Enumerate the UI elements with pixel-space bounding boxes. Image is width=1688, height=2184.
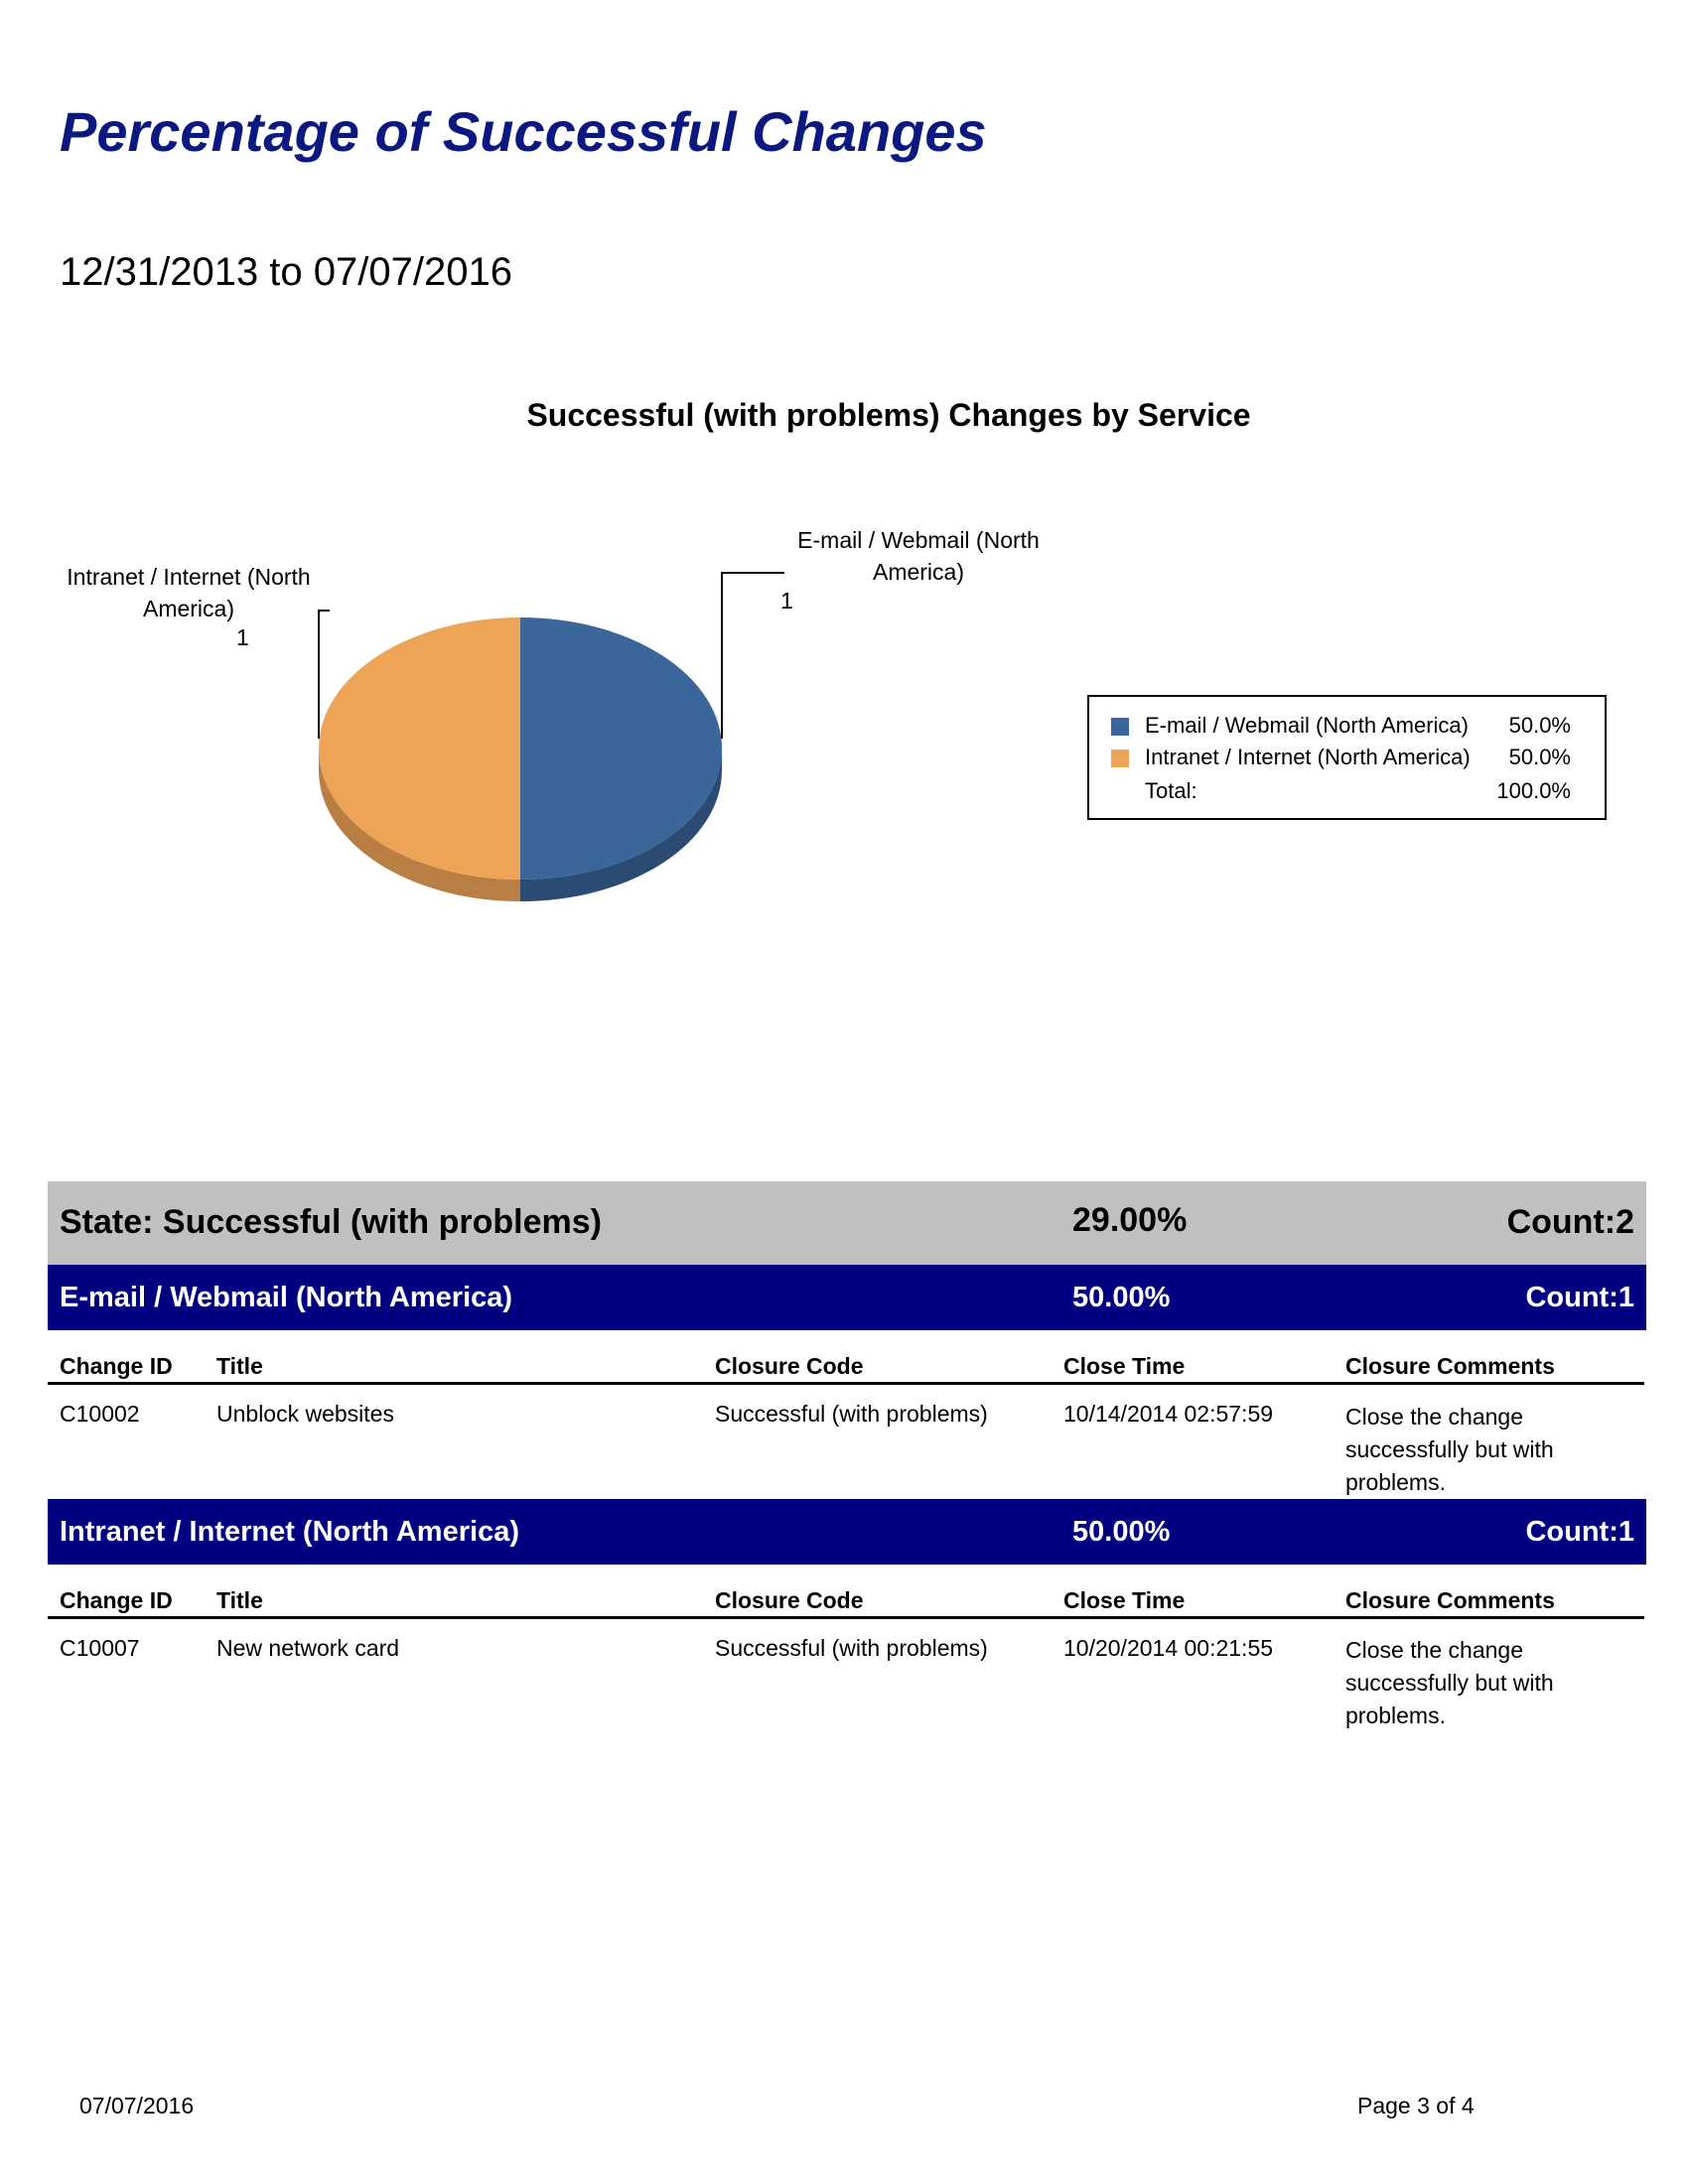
report-title: Percentage of Successful Changes [60,100,987,163]
footer-page-number: Page 3 of 4 [1357,2093,1475,2118]
group-band-email [48,1265,1646,1330]
callout-email-value: 1 [780,588,793,614]
group-name: Intranet / Internet (North America) [60,1516,519,1548]
chart-legend [1087,695,1607,820]
group-percent: 50.00% [1072,1516,1171,1548]
callout-email-line2: America) [872,559,964,585]
date-range: 12/31/2013 to 07/07/2016 [60,250,512,294]
cell-change-id: C10007 [60,1635,140,1661]
callout-email-line1: E-mail / Webmail (North [797,527,1040,553]
legend-item-intranet [1111,743,1571,772]
callout-intranet-line2: America) [142,596,234,621]
legend-swatch-intranet [1111,750,1129,767]
group-percent: 50.00% [1072,1282,1171,1313]
col-header-close-time: Close Time [1063,1587,1186,1613]
legend-swatch-email [1111,718,1129,736]
state-label: State: Successful (with problems) [60,1203,602,1241]
state-count: Count:2 [1506,1203,1634,1241]
header-rule [48,1382,1644,1385]
callout-intranet-line1: Intranet / Internet (North [67,564,311,590]
legend-total-value: 100.0% [1496,778,1571,803]
cell-closure-comments: Close the change successfully but with problems. [1345,1637,1554,1728]
pie-slice-intranet [319,617,520,880]
callout-intranet-label [40,561,338,624]
callout-email-label [765,524,1072,588]
group-count: Count:1 [1525,1282,1634,1313]
col-header-title: Title [216,1353,263,1379]
cell-title: Unblock websites [216,1401,394,1427]
group-band-intranet [48,1499,1646,1565]
cell-closure-code: Successful (with problems) [715,1635,988,1661]
cell-closure-comments: Close the change successfully but with problems. [1345,1404,1554,1495]
legend-label-intranet: Intranet / Internet (North America) [1145,745,1471,769]
legend-label-email: E-mail / Webmail (North America) [1145,713,1469,738]
state-percent: 29.00% [1072,1201,1188,1239]
col-header-closure-code: Closure Code [715,1353,864,1379]
state-band [48,1181,1646,1265]
pie-slice-email [520,617,722,880]
legend-total [1111,776,1571,806]
col-header-change-id: Change ID [60,1353,173,1379]
cell-close-time: 10/14/2014 02:57:59 [1063,1401,1274,1427]
header-rule [48,1616,1644,1619]
col-header-change-id: Change ID [60,1587,173,1613]
group-count: Count:1 [1525,1516,1634,1548]
group-name: E-mail / Webmail (North America) [60,1282,513,1313]
cell-close-time: 10/20/2014 00:21:55 [1063,1635,1274,1661]
pie-chart [0,0,1688,993]
leader-line-email [722,573,784,739]
chart-title: Successful (with problems) Changes by Service [526,397,1251,433]
col-header-title: Title [216,1587,263,1613]
cell-change-id: C10002 [60,1401,140,1427]
cell-title: New network card [216,1635,400,1661]
col-header-closure-comments: Closure Comments [1345,1353,1555,1379]
col-header-close-time: Close Time [1063,1353,1186,1379]
callout-intranet-value: 1 [236,624,249,650]
footer-date: 07/07/2016 [79,2093,195,2118]
legend-total-label: Total: [1145,778,1197,803]
col-header-closure-code: Closure Code [715,1587,864,1613]
legend-pct-intranet: 50.0% [1508,745,1571,769]
legend-item-email [1111,711,1571,741]
legend-pct-email: 50.0% [1508,713,1571,738]
col-header-closure-comments: Closure Comments [1345,1587,1555,1613]
cell-closure-code: Successful (with problems) [715,1401,988,1427]
